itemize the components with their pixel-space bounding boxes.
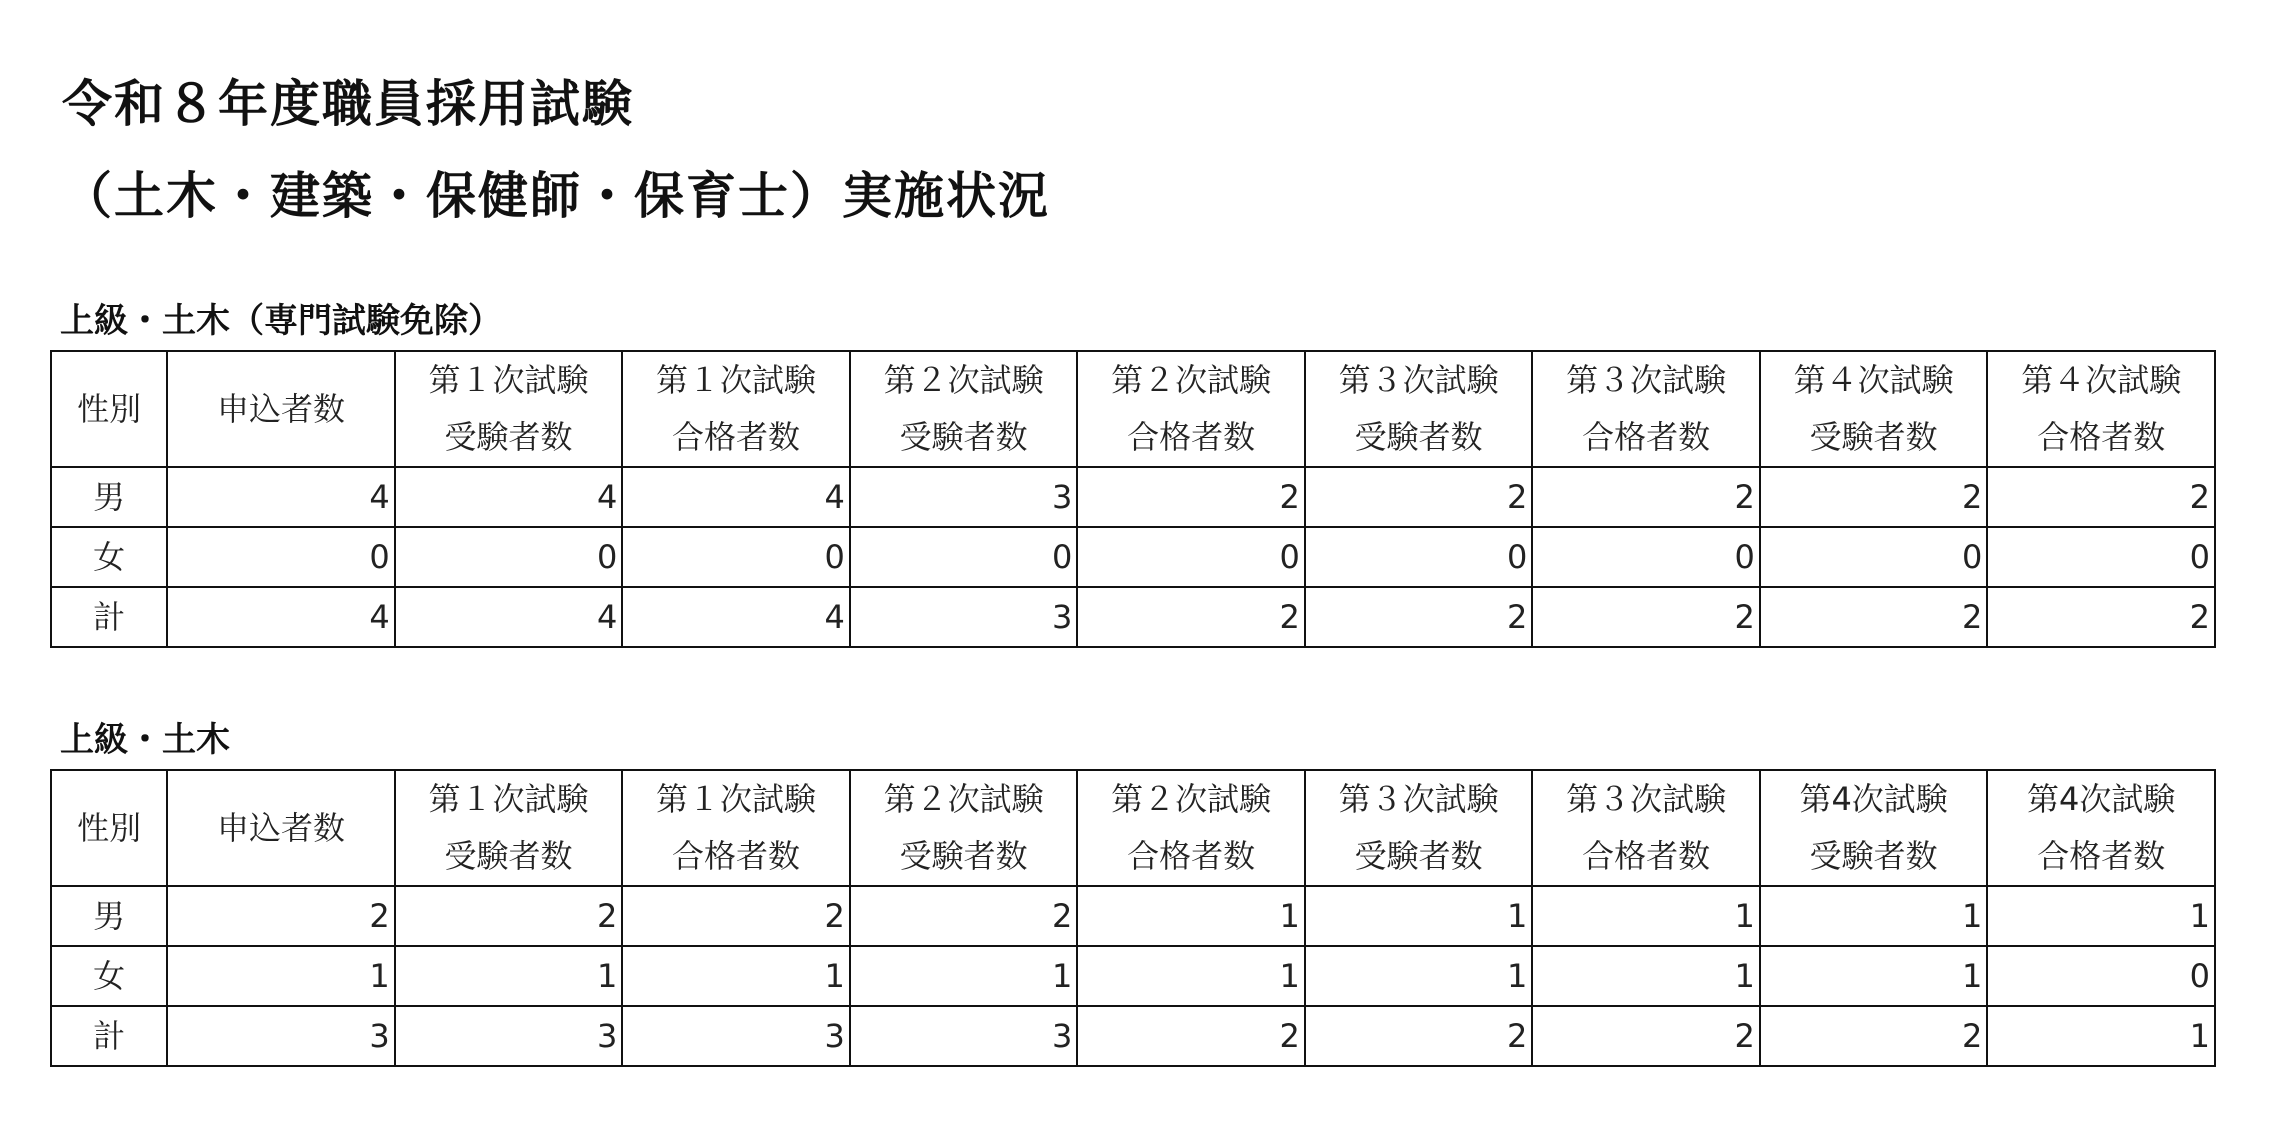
header-line: 第１次試験 bbox=[428, 780, 589, 818]
header-line: 第１次試験 bbox=[428, 361, 589, 399]
cell-stage-1-examinees: 3 bbox=[395, 1006, 623, 1066]
row-label: 女 bbox=[51, 946, 167, 1006]
cell-stage-2-examinees: 3 bbox=[850, 587, 1078, 647]
row-label: 計 bbox=[51, 1006, 167, 1066]
row-label: 男 bbox=[51, 886, 167, 946]
header-line: 受験者数 bbox=[444, 418, 573, 456]
cell-stage-2-passed: 1 bbox=[1077, 946, 1305, 1006]
header-stage-3-examinees bbox=[1305, 351, 1533, 467]
header-line: 第４次試験 bbox=[1793, 361, 1954, 399]
header-stage-4-examinees bbox=[1760, 351, 1988, 467]
cell-applicants: 0 bbox=[167, 527, 395, 587]
row-label: 計 bbox=[51, 587, 167, 647]
cell-stage-4-passed: 2 bbox=[1987, 467, 2215, 527]
header-line: 合格者数 bbox=[1127, 418, 1256, 456]
header-line: 第３次試験 bbox=[1566, 361, 1727, 399]
cell-stage-4-examinees: 2 bbox=[1760, 467, 1988, 527]
row-label: 男 bbox=[51, 467, 167, 527]
section-heading: 上級・土木 bbox=[60, 720, 230, 760]
cell-stage-4-passed: 1 bbox=[1987, 886, 2215, 946]
cell-stage-3-passed: 1 bbox=[1532, 886, 1760, 946]
table-row-male bbox=[51, 886, 2215, 946]
cell-stage-4-examinees: 0 bbox=[1760, 527, 1988, 587]
row-label: 女 bbox=[51, 527, 167, 587]
page-title-line-2: （土木・建築・保健師・保育士）実施状況 bbox=[62, 167, 1050, 225]
header-line: 第4次試験 bbox=[1799, 780, 1948, 818]
header-stage-4-passed bbox=[1987, 351, 2215, 467]
header-stage-3-examinees bbox=[1305, 770, 1533, 886]
header-line: 第１次試験 bbox=[656, 780, 817, 818]
cell-stage-3-passed: 2 bbox=[1532, 587, 1760, 647]
cell-stage-1-examinees: 2 bbox=[395, 886, 623, 946]
cell-stage-2-examinees: 3 bbox=[850, 1006, 1078, 1066]
cell-stage-2-examinees: 3 bbox=[850, 467, 1078, 527]
cell-stage-1-passed: 3 bbox=[622, 1006, 850, 1066]
header-line: 合格者数 bbox=[672, 837, 801, 875]
cell-applicants: 2 bbox=[167, 886, 395, 946]
header-line: 合格者数 bbox=[2037, 837, 2166, 875]
cell-applicants: 4 bbox=[167, 467, 395, 527]
cell-stage-2-passed: 1 bbox=[1077, 886, 1305, 946]
header-applicants: 申込者数 bbox=[167, 351, 395, 467]
header-line: 合格者数 bbox=[1582, 837, 1711, 875]
cell-stage-1-passed: 4 bbox=[622, 587, 850, 647]
header-stage-3-passed bbox=[1532, 351, 1760, 467]
header-line: 受験者数 bbox=[1354, 837, 1483, 875]
cell-applicants: 1 bbox=[167, 946, 395, 1006]
table-row-total bbox=[51, 1006, 2215, 1066]
cell-stage-1-examinees: 4 bbox=[395, 587, 623, 647]
cell-stage-1-passed: 0 bbox=[622, 527, 850, 587]
cell-stage-3-passed: 1 bbox=[1532, 946, 1760, 1006]
cell-stage-1-examinees: 1 bbox=[395, 946, 623, 1006]
header-line: 第４次試験 bbox=[2021, 361, 2182, 399]
header-line: 第２次試験 bbox=[1111, 361, 1272, 399]
cell-stage-3-examinees: 2 bbox=[1305, 587, 1533, 647]
header-applicants: 申込者数 bbox=[167, 770, 395, 886]
cell-stage-3-examinees: 2 bbox=[1305, 467, 1533, 527]
header-gender: 性別 bbox=[51, 351, 167, 467]
header-line: 第１次試験 bbox=[656, 361, 817, 399]
header-stage-3-passed bbox=[1532, 770, 1760, 886]
table-header-row bbox=[51, 351, 2215, 467]
header-line: 受験者数 bbox=[899, 418, 1028, 456]
header-line: 第３次試験 bbox=[1338, 780, 1499, 818]
cell-stage-3-examinees: 1 bbox=[1305, 946, 1533, 1006]
header-gender: 性別 bbox=[51, 770, 167, 886]
cell-stage-1-examinees: 0 bbox=[395, 527, 623, 587]
results-table bbox=[50, 350, 2216, 648]
cell-stage-2-passed: 2 bbox=[1077, 587, 1305, 647]
header-stage-1-examinees bbox=[395, 770, 623, 886]
cell-applicants: 3 bbox=[167, 1006, 395, 1066]
header-line: 第２次試験 bbox=[883, 361, 1044, 399]
header-stage-1-passed bbox=[622, 770, 850, 886]
cell-stage-4-passed: 0 bbox=[1987, 527, 2215, 587]
header-line: 第4次試験 bbox=[2027, 780, 2176, 818]
header-line: 受験者数 bbox=[1354, 418, 1483, 456]
cell-stage-3-passed: 0 bbox=[1532, 527, 1760, 587]
cell-stage-4-passed: 1 bbox=[1987, 1006, 2215, 1066]
page-title bbox=[62, 58, 1050, 242]
table-row-total bbox=[51, 587, 2215, 647]
results-table bbox=[50, 769, 2216, 1067]
cell-stage-1-passed: 4 bbox=[622, 467, 850, 527]
header-line: 第２次試験 bbox=[883, 780, 1044, 818]
header-line: 合格者数 bbox=[2037, 418, 2166, 456]
header-stage-1-passed bbox=[622, 351, 850, 467]
header-line: 第２次試験 bbox=[1111, 780, 1272, 818]
header-line: 合格者数 bbox=[1582, 418, 1711, 456]
exam-section-civil bbox=[50, 711, 2216, 1067]
cell-stage-4-examinees: 2 bbox=[1760, 587, 1988, 647]
section-heading: 上級・土木（専門試験免除） bbox=[60, 301, 502, 341]
page-title-line-1: 令和８年度職員採用試験 bbox=[62, 75, 634, 133]
cell-stage-1-examinees: 4 bbox=[395, 467, 623, 527]
header-stage-2-passed bbox=[1077, 351, 1305, 467]
header-stage-4-examinees bbox=[1760, 770, 1988, 886]
header-stage-2-examinees bbox=[850, 770, 1078, 886]
cell-applicants: 4 bbox=[167, 587, 395, 647]
header-line: 合格者数 bbox=[1127, 837, 1256, 875]
cell-stage-2-examinees: 1 bbox=[850, 946, 1078, 1006]
cell-stage-3-examinees: 0 bbox=[1305, 527, 1533, 587]
cell-stage-3-examinees: 1 bbox=[1305, 886, 1533, 946]
exam-section-civil-exempt bbox=[50, 292, 2216, 648]
cell-stage-3-passed: 2 bbox=[1532, 467, 1760, 527]
cell-stage-3-examinees: 2 bbox=[1305, 1006, 1533, 1066]
header-stage-4-passed bbox=[1987, 770, 2215, 886]
cell-stage-1-passed: 1 bbox=[622, 946, 850, 1006]
header-line: 受験者数 bbox=[1809, 837, 1938, 875]
cell-stage-4-passed: 2 bbox=[1987, 587, 2215, 647]
cell-stage-4-examinees: 2 bbox=[1760, 1006, 1988, 1066]
cell-stage-3-passed: 2 bbox=[1532, 1006, 1760, 1066]
cell-stage-2-examinees: 0 bbox=[850, 527, 1078, 587]
cell-stage-2-passed: 2 bbox=[1077, 1006, 1305, 1066]
header-stage-2-passed bbox=[1077, 770, 1305, 886]
header-line: 第３次試験 bbox=[1338, 361, 1499, 399]
table-header-row bbox=[51, 770, 2215, 886]
header-stage-2-examinees bbox=[850, 351, 1078, 467]
header-line: 受験者数 bbox=[899, 837, 1028, 875]
cell-stage-2-passed: 0 bbox=[1077, 527, 1305, 587]
header-line: 第３次試験 bbox=[1566, 780, 1727, 818]
header-line: 受験者数 bbox=[444, 837, 573, 875]
cell-stage-1-passed: 2 bbox=[622, 886, 850, 946]
cell-stage-2-passed: 2 bbox=[1077, 467, 1305, 527]
cell-stage-4-passed: 0 bbox=[1987, 946, 2215, 1006]
table-row-female bbox=[51, 527, 2215, 587]
cell-stage-4-examinees: 1 bbox=[1760, 886, 1988, 946]
table-row-female bbox=[51, 946, 2215, 1006]
cell-stage-2-examinees: 2 bbox=[850, 886, 1078, 946]
header-line: 合格者数 bbox=[672, 418, 801, 456]
table-row-male bbox=[51, 467, 2215, 527]
cell-stage-4-examinees: 1 bbox=[1760, 946, 1988, 1006]
header-line: 受験者数 bbox=[1809, 418, 1938, 456]
header-stage-1-examinees bbox=[395, 351, 623, 467]
